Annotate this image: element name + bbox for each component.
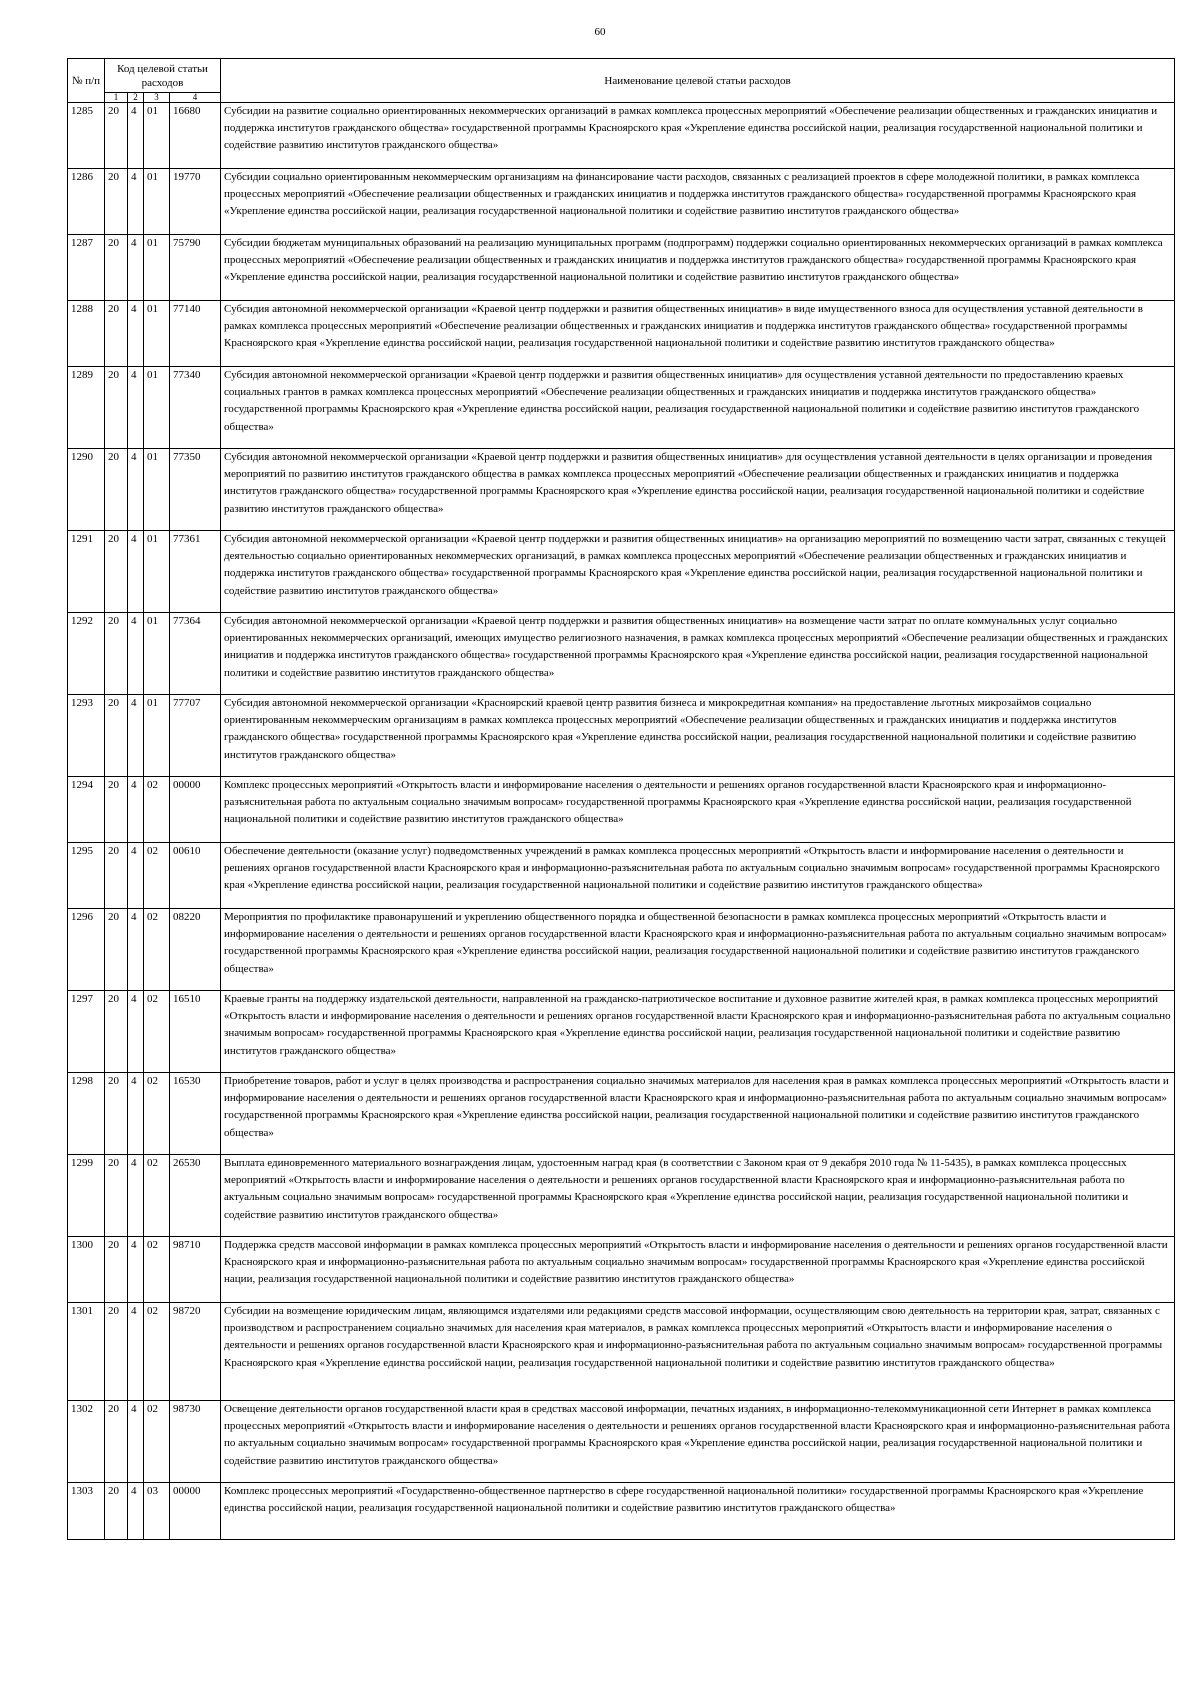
row-number: 1286 bbox=[68, 169, 105, 235]
code-part-4: 98710 bbox=[170, 1237, 221, 1303]
row-description: Краевые гранты на поддержку издательской деятельности, направленной на гражданско-патриотическое воспитание и духовное развитие жителей края, в рамках комплекса процессных мероприятий «Открытость власти и информирование населения о деятельности и решениях органов государственной власти Красноярского края и информационно-разъяснительная работа по актуальным социально значимым вопросам» государственной программы Красноярского края «Укрепление единства российской нации, реализация государственной национальной политики и содействие развитию институтов гражданского общества» bbox=[221, 991, 1175, 1073]
code-part-2: 4 bbox=[128, 235, 144, 301]
code-part-1: 20 bbox=[105, 1237, 128, 1303]
row-description: Комплекс процессных мероприятий «Открытость власти и информирование населения о деятельности и решениях органов государственной власти Красноярского края и информационно-разъяснительная работа по актуальным социально значимым вопросам» государственной программы Красноярского края «Укрепление единства российской нации, реализация государственной национальной политики и содействие развитию институтов гражданского общества» bbox=[221, 777, 1175, 843]
table-body bbox=[68, 103, 1175, 1540]
row-number: 1303 bbox=[68, 1483, 105, 1540]
code-part-3: 01 bbox=[144, 367, 170, 449]
table-row bbox=[68, 695, 1175, 777]
code-part-1: 20 bbox=[105, 843, 128, 909]
code-part-4: 26530 bbox=[170, 1155, 221, 1237]
code-part-1: 20 bbox=[105, 301, 128, 367]
code-part-2: 4 bbox=[128, 1401, 144, 1483]
code-part-2: 4 bbox=[128, 367, 144, 449]
code-part-4: 00000 bbox=[170, 1483, 221, 1540]
code-part-1: 20 bbox=[105, 449, 128, 531]
table-row bbox=[68, 531, 1175, 613]
code-part-1: 20 bbox=[105, 235, 128, 301]
code-part-3: 03 bbox=[144, 1483, 170, 1540]
code-part-3: 02 bbox=[144, 909, 170, 991]
row-number: 1295 bbox=[68, 843, 105, 909]
code-part-1: 20 bbox=[105, 991, 128, 1073]
code-part-3: 02 bbox=[144, 1401, 170, 1483]
table-row bbox=[68, 449, 1175, 531]
code-part-2: 4 bbox=[128, 1303, 144, 1401]
code-part-3: 01 bbox=[144, 449, 170, 531]
header-number: № п/п bbox=[68, 59, 105, 103]
code-part-4: 19770 bbox=[170, 169, 221, 235]
row-description: Мероприятия по профилактике правонарушений и укреплению общественного порядка и общественной безопасности в рамках комплекса процессных мероприятий «Открытость власти и информирование населения о деятельности и решениях органов государственной власти Красноярского края и информационно-разъяснительная работа по актуальным социально значимым вопросам» государственной программы Красноярского края «Укрепление единства российской нации, реализация государственной национальной политики и содействие развитию институтов гражданского общества» bbox=[221, 909, 1175, 991]
code-part-3: 01 bbox=[144, 531, 170, 613]
table-row bbox=[68, 103, 1175, 169]
table-row bbox=[68, 1237, 1175, 1303]
code-part-4: 16530 bbox=[170, 1073, 221, 1155]
row-description: Субсидии бюджетам муниципальных образований на реализацию муниципальных программ (подпрограмм) поддержки социально ориентированных некоммерческих организаций в рамках комплекса процессных мероприятий «Обеспечение реализации общественных и гражданских инициатив и поддержка институтов гражданского общества» государственной программы Красноярского края «Укрепление единства российской нации, реализация государственной национальной политики и содействие развитию институтов гражданского общества» bbox=[221, 235, 1175, 301]
code-part-4: 16510 bbox=[170, 991, 221, 1073]
table-row bbox=[68, 235, 1175, 301]
code-part-2: 4 bbox=[128, 449, 144, 531]
code-part-4: 00000 bbox=[170, 777, 221, 843]
page-number: 60 bbox=[594, 26, 606, 38]
code-part-2: 4 bbox=[128, 1073, 144, 1155]
table-row bbox=[68, 367, 1175, 449]
row-description: Субсидия автономной некоммерческой организации «Красноярский краевой центр развития бизнеса и микрокредитная компания» на предоставление льготных микрозаймов социально ориентированным некоммерческим организациям в рамках комплекса процессных мероприятий «Обеспечение реализации общественных и гражданских инициатив и поддержка институтов гражданского общества» государственной программы Красноярского края «Укрепление единства российской нации, реализация государственной национальной политики и содействие развитию институтов гражданского общества» bbox=[221, 695, 1175, 777]
header-col-3: 3 bbox=[144, 93, 170, 103]
code-part-4: 16680 bbox=[170, 103, 221, 169]
table-row bbox=[68, 613, 1175, 695]
code-part-3: 02 bbox=[144, 1237, 170, 1303]
code-part-1: 20 bbox=[105, 531, 128, 613]
table-row bbox=[68, 843, 1175, 909]
code-part-2: 4 bbox=[128, 843, 144, 909]
header-col-4: 4 bbox=[170, 93, 221, 103]
row-number: 1299 bbox=[68, 1155, 105, 1237]
code-part-2: 4 bbox=[128, 991, 144, 1073]
row-number: 1292 bbox=[68, 613, 105, 695]
header-code: Код целевой статьи расходов bbox=[105, 59, 221, 93]
code-part-3: 01 bbox=[144, 695, 170, 777]
code-part-4: 00610 bbox=[170, 843, 221, 909]
code-part-1: 20 bbox=[105, 695, 128, 777]
row-number: 1297 bbox=[68, 991, 105, 1073]
code-part-4: 08220 bbox=[170, 909, 221, 991]
code-part-1: 20 bbox=[105, 169, 128, 235]
header-col-2: 2 bbox=[128, 93, 144, 103]
row-description: Субсидия автономной некоммерческой организации «Краевой центр поддержки и развития общественных инициатив» на организацию мероприятий по возмещению части затрат, связанных с текущей деятельностью социально ориентированных некоммерческих организаций, в рамках комплекса процессных мероприятий «Обеспечение реализации общественных и гражданских инициатив и поддержка институтов гражданского общества» государственной программы Красноярского края «Укрепление единства российской нации, реализация государственной национальной политики и содействие развитию институтов гражданского общества» bbox=[221, 531, 1175, 613]
code-part-2: 4 bbox=[128, 1237, 144, 1303]
code-part-1: 20 bbox=[105, 1483, 128, 1540]
code-part-3: 01 bbox=[144, 235, 170, 301]
code-part-1: 20 bbox=[105, 1303, 128, 1401]
code-part-3: 01 bbox=[144, 613, 170, 695]
row-number: 1294 bbox=[68, 777, 105, 843]
row-number: 1296 bbox=[68, 909, 105, 991]
row-description: Освещение деятельности органов государственной власти края в средствах массовой информации, печатных изданиях, в информационно-телекоммуникационной сети Интернет в рамках комплекса процессных мероприятий «Открытость власти и информирование населения о деятельности и решениях органов государственной власти Красноярского края и информационно-разъяснительная работа по актуальным социально значимым вопросам» государственной программы Красноярского края «Укрепление единства российской нации, реализация государственной национальной политики и содействие развитию институтов гражданского общества» bbox=[221, 1401, 1175, 1483]
code-part-1: 20 bbox=[105, 103, 128, 169]
table-row bbox=[68, 991, 1175, 1073]
code-part-4: 77340 bbox=[170, 367, 221, 449]
code-part-2: 4 bbox=[128, 301, 144, 367]
code-part-4: 98720 bbox=[170, 1303, 221, 1401]
code-part-4: 77707 bbox=[170, 695, 221, 777]
row-number: 1289 bbox=[68, 367, 105, 449]
row-number: 1285 bbox=[68, 103, 105, 169]
code-part-2: 4 bbox=[128, 695, 144, 777]
table-row bbox=[68, 1303, 1175, 1401]
table-row bbox=[68, 1073, 1175, 1155]
code-part-3: 02 bbox=[144, 1073, 170, 1155]
code-part-4: 77140 bbox=[170, 301, 221, 367]
code-part-4: 75790 bbox=[170, 235, 221, 301]
row-description: Субсидия автономной некоммерческой организации «Краевой центр поддержки и развития общественных инициатив» для осуществления уставной деятельности по предоставлению краевых социальных грантов в рамках комплекса процессных мероприятий «Обеспечение реализации общественных и гражданских инициатив и поддержка институтов гражданского общества» государственной программы Красноярского края «Укрепление единства российской нации, реализация государственной национальной политики и содействие развитию институтов гражданского общества» bbox=[221, 367, 1175, 449]
code-part-1: 20 bbox=[105, 909, 128, 991]
code-part-3: 01 bbox=[144, 169, 170, 235]
code-part-3: 01 bbox=[144, 103, 170, 169]
code-part-2: 4 bbox=[128, 777, 144, 843]
row-description: Субсидии социально ориентированным некоммерческим организациям на финансирование части расходов, связанных с реализацией проектов в сфере молодежной политики, в рамках комплекса процессных мероприятий «Обеспечение реализации общественных и гражданских инициатив и поддержка институтов гражданского общества» государственной программы Красноярского края «Укрепление единства российской нации, реализация государственной национальной политики и содействие развитию институтов гражданского общества» bbox=[221, 169, 1175, 235]
header-name: Наименование целевой статьи расходов bbox=[221, 59, 1175, 103]
row-number: 1288 bbox=[68, 301, 105, 367]
row-description: Субсидии на развитие социально ориентированных некоммерческих организаций в рамках комплекса процессных мероприятий «Обеспечение реализации общественных и гражданских инициатив и поддержка институтов гражданского общества» государственной программы Красноярского края «Укрепление единства российской нации, реализация государственной национальной политики и содействие развитию институтов гражданского общества» bbox=[221, 103, 1175, 169]
row-number: 1290 bbox=[68, 449, 105, 531]
row-description: Субсидия автономной некоммерческой организации «Краевой центр поддержки и развития общественных инициатив» в виде имущественного взноса для осуществления уставной деятельности в рамках комплекса процессных мероприятий «Обеспечение реализации общественных и гражданских инициатив и поддержка институтов гражданского общества» государственной программы Красноярского края «Укрепление единства российской нации, реализация государственной национальной политики и содействие развитию институтов гражданского общества» bbox=[221, 301, 1175, 367]
table-row bbox=[68, 1401, 1175, 1483]
code-part-4: 77364 bbox=[170, 613, 221, 695]
code-part-2: 4 bbox=[128, 103, 144, 169]
code-part-3: 02 bbox=[144, 991, 170, 1073]
code-part-2: 4 bbox=[128, 531, 144, 613]
code-part-4: 77361 bbox=[170, 531, 221, 613]
table-row bbox=[68, 777, 1175, 843]
code-part-1: 20 bbox=[105, 613, 128, 695]
code-part-4: 98730 bbox=[170, 1401, 221, 1483]
code-part-3: 02 bbox=[144, 843, 170, 909]
code-part-4: 77350 bbox=[170, 449, 221, 531]
row-description: Субсидия автономной некоммерческой организации «Краевой центр поддержки и развития общественных инициатив» на возмещение части затрат по оплате коммунальных услуг социально ориентированных некоммерческих организаций, имеющих имущество религиозного назначения, в рамках комплекса процессных мероприятий «Обеспечение реализации общественных и гражданских инициатив и поддержка институтов гражданского общества» государственной программы Красноярского края «Укрепление единства российской нации, реализация государственной национальной политики и содействие развитию институтов гражданского общества» bbox=[221, 613, 1175, 695]
row-description: Субсидия автономной некоммерческой организации «Краевой центр поддержки и развития общественных инициатив» для осуществления уставной деятельности в целях организации и проведения мероприятий по развитию институтов гражданского общества в рамках комплекса процессных мероприятий «Обеспечение реализации общественных и гражданских инициатив и поддержка институтов гражданского общества» государственной программы Красноярского края «Укрепление единства российской нации, реализация государственной национальной политики и содействие развитию институтов гражданского общества» bbox=[221, 449, 1175, 531]
code-part-1: 20 bbox=[105, 777, 128, 843]
row-description: Приобретение товаров, работ и услуг в целях производства и распространения социально значимых материалов для населения края в рамках комплекса процессных мероприятий «Открытость власти и информирование населения о деятельности и решениях органов государственной власти Красноярского края и информационно-разъяснительная работа по актуальным социально значимым вопросам» государственной программы Красноярского края «Укрепление единства российской нации, реализация государственной национальной политики и содействие развитию институтов гражданского общества» bbox=[221, 1073, 1175, 1155]
table-row bbox=[68, 909, 1175, 991]
code-part-2: 4 bbox=[128, 169, 144, 235]
code-part-3: 02 bbox=[144, 1303, 170, 1401]
code-part-1: 20 bbox=[105, 1073, 128, 1155]
code-part-2: 4 bbox=[128, 909, 144, 991]
table-row bbox=[68, 301, 1175, 367]
row-description: Комплекс процессных мероприятий «Государственно-общественное партнерство в сфере государственной национальной политики» государственной программы Красноярского края «Укрепление единства российской нации, реализация государственной национальной политики и содействие развитию институтов гражданского общества» bbox=[221, 1483, 1175, 1540]
row-number: 1293 bbox=[68, 695, 105, 777]
row-number: 1298 bbox=[68, 1073, 105, 1155]
row-description: Выплата единовременного материального вознаграждения лицам, удостоенным наград края (в соответствии с Законом края от 9 декабря 2010 года № 11-5435), в рамках комплекса процессных мероприятий «Открытость власти и информирование населения о деятельности и решениях органов государственной власти Красноярского края и информационно-разъяснительная работа по актуальным социально значимым вопросам» государственной программы Красноярского края «Укрепление единства российской нации, реализация государственной национальной политики и содействие развитию институтов гражданского общества» bbox=[221, 1155, 1175, 1237]
code-part-3: 02 bbox=[144, 777, 170, 843]
header-col-1: 1 bbox=[105, 93, 128, 103]
row-description: Обеспечение деятельности (оказание услуг) подведомственных учреждений в рамках комплекса процессных мероприятий «Открытость власти и информирование населения о деятельности и решениях органов государственной власти Красноярского края и информационно-разъяснительная работа по актуальным социально значимым вопросам» государственной программы Красноярского края «Укрепление единства российской нации, реализация государственной национальной политики и содействие развитию институтов гражданского общества» bbox=[221, 843, 1175, 909]
code-part-2: 4 bbox=[128, 613, 144, 695]
table-row bbox=[68, 1155, 1175, 1237]
row-description: Субсидии на возмещение юридическим лицам, являющимся издателями или редакциями средств массовой информации, осуществляющим свою деятельность на территории края, затрат, связанных с производством и распространением социально значимых для населения края материалов, в рамках комплекса процессных мероприятий «Открытость власти и информирование населения о деятельности и решениях органов государственной власти Красноярского края и информационно-разъяснительная работа по актуальным социально значимым вопросам» государственной программы Красноярского края «Укрепление единства российской нации, реализация государственной национальной политики и содействие развитию институтов гражданского общества» bbox=[221, 1303, 1175, 1401]
code-part-3: 02 bbox=[144, 1155, 170, 1237]
code-part-2: 4 bbox=[128, 1155, 144, 1237]
row-number: 1300 bbox=[68, 1237, 105, 1303]
code-part-1: 20 bbox=[105, 367, 128, 449]
code-part-1: 20 bbox=[105, 1155, 128, 1237]
row-description: Поддержка средств массовой информации в рамках комплекса процессных мероприятий «Открытость власти и информирование населения о деятельности и решениях органов государственной власти Красноярского края и информационно-разъяснительная работа по актуальным социально значимым вопросам» государственной программы Красноярского края «Укрепление единства российской нации, реализация государственной национальной политики и содействие развитию институтов гражданского общества» bbox=[221, 1237, 1175, 1303]
code-part-2: 4 bbox=[128, 1483, 144, 1540]
table-row bbox=[68, 1483, 1175, 1540]
table-row bbox=[68, 169, 1175, 235]
row-number: 1291 bbox=[68, 531, 105, 613]
row-number: 1287 bbox=[68, 235, 105, 301]
code-part-1: 20 bbox=[105, 1401, 128, 1483]
target-expenditure-table bbox=[67, 58, 1175, 1540]
row-number: 1302 bbox=[68, 1401, 105, 1483]
row-number: 1301 bbox=[68, 1303, 105, 1401]
code-part-3: 01 bbox=[144, 301, 170, 367]
